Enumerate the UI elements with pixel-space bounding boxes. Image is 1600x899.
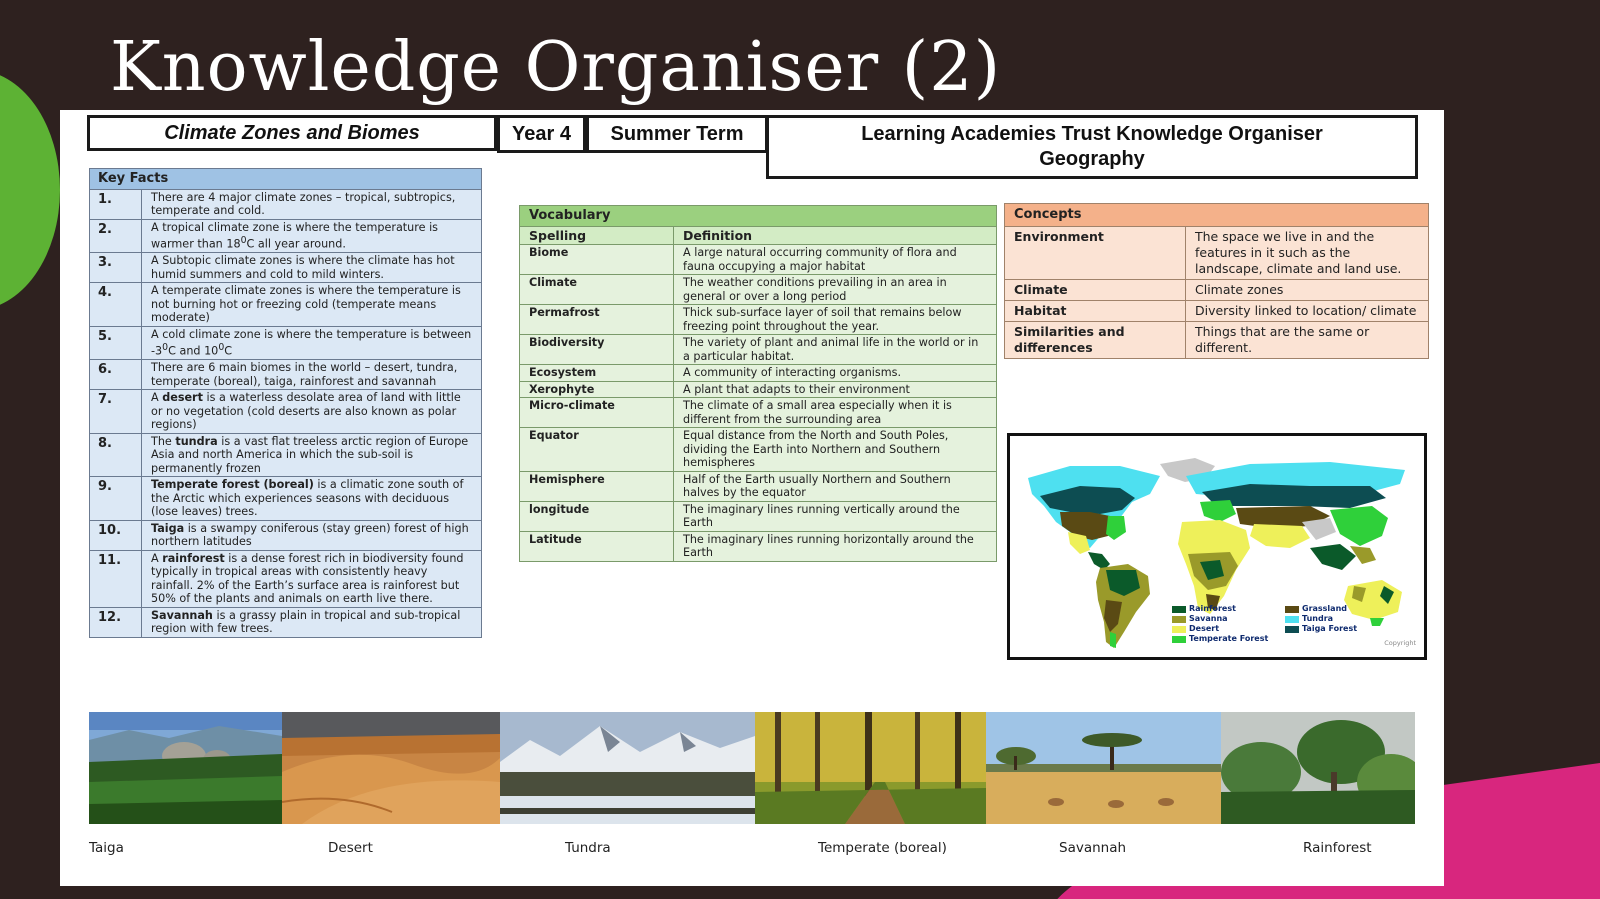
year-label: Year 4 [497,115,586,153]
key-fact-number: 12. [90,607,142,637]
vocabulary-table [519,205,997,562]
key-fact-row [90,283,482,327]
vocabulary-term: longitude [520,501,674,531]
vocabulary-row [520,365,997,382]
key-fact-row [90,550,482,607]
concept-definition: The space we live in and the features in it such as the landscape, climate and land use. [1186,227,1429,280]
vocabulary-term: Micro-climate [520,398,674,428]
concept-term: Climate [1005,280,1186,301]
vocabulary-definition: Half of the Earth usually Northern and Southern halves by the equator [674,471,997,501]
slide-title: Knowledge Organiser (2) [110,28,1002,107]
key-fact-number: 3. [90,253,142,283]
key-fact-text: Savannah is a grassy plain in tropical and sub-tropical region with few trees. [142,607,482,637]
spelling-column-header: Spelling [520,226,674,245]
key-facts-heading: Key Facts [90,169,482,190]
vocabulary-definition: The variety of plant and animal life in the world or in a particular habitat. [674,335,997,365]
world-biome-map [1007,433,1427,660]
concept-definition: Things that are the same or different. [1186,322,1429,359]
concept-term: Similarities and differences [1005,322,1186,359]
key-fact-text: A tropical climate zone is where the temperature is warmer than $18^0C$ all year around. [142,219,482,253]
vocabulary-row [520,275,997,305]
key-fact-number: 5. [90,326,142,360]
key-fact-number: 2. [90,219,142,253]
caption-rainforest: Rainforest [1303,840,1372,856]
key-fact-row [90,360,482,390]
concept-definition: Diversity linked to location/ climate [1186,301,1429,322]
key-fact-row [90,520,482,550]
vocabulary-term: Biodiversity [520,335,674,365]
vocabulary-definition: The climate of a small area especially when it is different from the surrounding area [674,398,997,428]
concept-definition: Climate zones [1186,280,1429,301]
taiga-photo [89,712,282,824]
organiser-title: Learning Academies Trust Knowledge Organiser Geography [766,115,1418,179]
key-fact-text: The tundra is a vast flat treeless arctic region of Europe Asia and north America in which the sub-soil is permanently frozen [142,433,482,477]
caption-taiga: Taiga [89,840,124,856]
term-label: Summer Term [586,115,768,153]
vocabulary-row [520,471,997,501]
key-fact-row [90,326,482,360]
vocabulary-definition: Equal distance from the North and South Poles, dividing the Earth into Northern and Southern hemispheres [674,428,997,472]
caption-desert: Desert [328,840,373,856]
key-fact-text: A rainforest is a dense forest rich in biodiversity found typically in tropical areas with consistently heavy rainfall. 2% of the Earth’s surface area is rainforest but 50% of the plants and animals on earth live there. [142,550,482,607]
vocabulary-heading: Vocabulary [520,206,997,227]
vocabulary-definition: The weather conditions prevailing in an area in general or over a long period [674,275,997,305]
concept-row [1005,227,1429,280]
vocabulary-definition: The imaginary lines running horizontally around the Earth [674,531,997,561]
vocabulary-definition: The imaginary lines running vertically around the Earth [674,501,997,531]
key-facts-table [89,168,482,638]
vocabulary-row [520,305,997,335]
key-fact-row [90,477,482,521]
caption-tundra: Tundra [565,840,611,856]
legend-item-grassland: Grassland [1285,604,1357,614]
key-fact-text: A cold climate zone is where the temperature is between $-3^0C$ and $10^0C$ [142,326,482,360]
vocabulary-row [520,531,997,561]
knowledge-organiser-document [60,110,1444,886]
savannah-photo [986,712,1221,824]
vocabulary-definition: A large natural occurring community of flora and fauna occupying a major habitat [674,245,997,275]
key-fact-row [90,253,482,283]
key-fact-number: 11. [90,550,142,607]
vocabulary-row [520,501,997,531]
concept-row [1005,280,1429,301]
desert-photo [282,712,500,824]
vocabulary-definition: Thick sub-surface layer of soil that remains below freezing point throughout the year. [674,305,997,335]
key-fact-text: A Subtopic climate zones is where the climate has hot humid summers and cold to mild winters. [142,253,482,283]
vocabulary-row [520,381,997,398]
map-legend-right [1285,604,1357,634]
vocabulary-row [520,398,997,428]
key-fact-number: 8. [90,433,142,477]
key-fact-text: Temperate forest (boreal) is a climatic zone south of the Arctic which experiences seasons with deciduous (lose leaves) trees. [142,477,482,521]
key-fact-row [90,433,482,477]
decorative-green-shape [0,70,60,310]
legend-item-temperate-forest: Temperate Forest [1172,634,1268,644]
concepts-heading: Concepts [1005,204,1429,227]
key-fact-row [90,219,482,253]
legend-item-tundra: Tundra [1285,614,1357,624]
concept-term: Habitat [1005,301,1186,322]
vocabulary-definition: A plant that adapts to their environment [674,381,997,398]
concept-row [1005,301,1429,322]
vocabulary-term: Xerophyte [520,381,674,398]
key-fact-number: 7. [90,390,142,434]
key-fact-text: Taiga is a swampy coniferous (stay green) forest of high northern latitudes [142,520,482,550]
vocabulary-row [520,335,997,365]
concepts-table [1004,203,1429,359]
rainforest-photo [1221,712,1415,824]
vocabulary-term: Equator [520,428,674,472]
vocabulary-term: Permafrost [520,305,674,335]
key-fact-text: A temperate climate zones is where the temperature is not burning hot or freezing cold (temperate means moderate) [142,283,482,327]
key-fact-number: 10. [90,520,142,550]
legend-item-savanna: Savanna [1172,614,1268,624]
vocabulary-term: Climate [520,275,674,305]
temperate-forest-photo [755,712,986,824]
key-fact-number: 4. [90,283,142,327]
definition-column-header: Definition [674,226,997,245]
concept-term: Environment [1005,227,1186,280]
key-fact-number: 1. [90,189,142,219]
caption-savannah: Savannah [1059,840,1127,856]
vocabulary-row [520,245,997,275]
key-fact-text: A desert is a waterless desolate area of land with little or no vegetation (cold deserts are also known as polar regions) [142,390,482,434]
legend-item-taiga-forest: Taiga Forest [1285,624,1357,634]
vocabulary-definition: A community of interacting organisms. [674,365,997,382]
key-fact-text: There are 4 major climate zones – tropical, subtropics, temperate and cold. [142,189,482,219]
caption-temperate-boreal: Temperate (boreal) [818,840,947,856]
key-fact-row [90,607,482,637]
key-fact-row [90,189,482,219]
key-fact-row [90,390,482,434]
map-copyright: Copyright [1384,639,1416,647]
key-fact-number: 9. [90,477,142,521]
topic-title: Climate Zones and Biomes [87,115,497,151]
legend-item-rainforest: Rainforest [1172,604,1268,614]
vocabulary-term: Latitude [520,531,674,561]
legend-item-desert: Desert [1172,624,1268,634]
tundra-photo [500,712,755,824]
map-legend-left [1172,604,1268,644]
vocabulary-term: Hemisphere [520,471,674,501]
biome-photo-strip [89,712,1415,824]
vocabulary-row [520,428,997,472]
key-fact-text: There are 6 main biomes in the world – desert, tundra, temperate (boreal), taiga, rainforest and savannah [142,360,482,390]
concept-row [1005,322,1429,359]
vocabulary-term: Biome [520,245,674,275]
vocabulary-term: Ecosystem [520,365,674,382]
key-fact-number: 6. [90,360,142,390]
